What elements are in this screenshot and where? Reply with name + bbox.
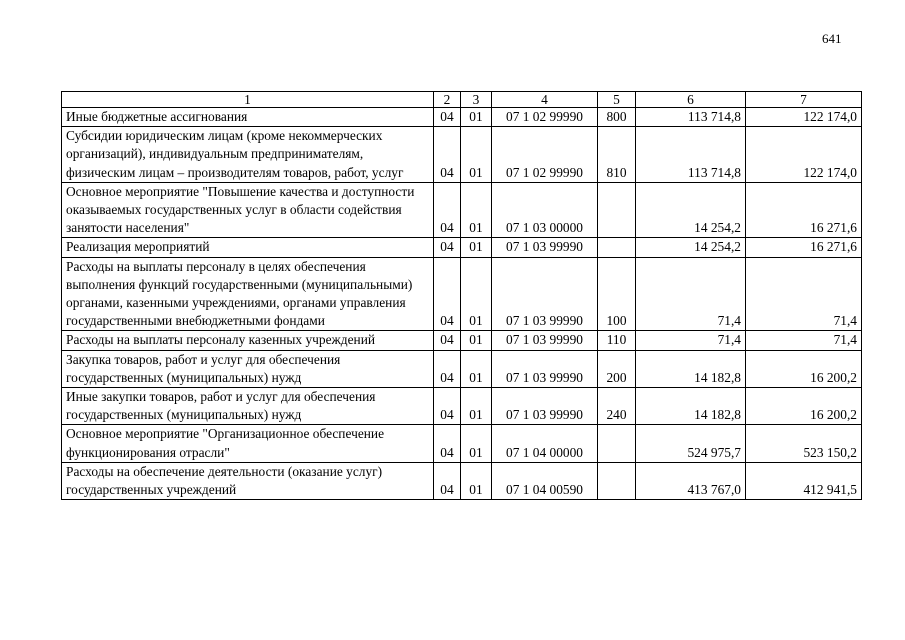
row-section: 04	[434, 388, 461, 425]
row-name: Иные бюджетные ассигнования	[62, 108, 434, 127]
row-amount-2: 523 150,2	[746, 425, 862, 462]
row-amount-1: 14 182,8	[636, 350, 746, 387]
table-row	[62, 108, 862, 127]
row-subsection: 01	[461, 108, 492, 127]
column-header: 5	[598, 92, 636, 108]
row-section: 04	[434, 462, 461, 499]
row-amount-1: 113 714,8	[636, 108, 746, 127]
row-section: 04	[434, 127, 461, 183]
column-header: 1	[62, 92, 434, 108]
column-header: 4	[492, 92, 598, 108]
row-subsection: 01	[461, 425, 492, 462]
row-amount-2: 16 271,6	[746, 182, 862, 238]
table-row	[62, 257, 862, 331]
row-amount-1: 413 767,0	[636, 462, 746, 499]
row-name: Расходы на выплаты персоналу казенных учреждений	[62, 331, 434, 350]
row-subsection: 01	[461, 238, 492, 257]
column-header: 7	[746, 92, 862, 108]
row-target-article: 07 1 03 99990	[492, 350, 598, 387]
row-expense-type	[598, 238, 636, 257]
row-subsection: 01	[461, 257, 492, 331]
row-expense-type: 200	[598, 350, 636, 387]
row-amount-2: 122 174,0	[746, 127, 862, 183]
row-expense-type	[598, 425, 636, 462]
row-name: Основное мероприятие "Повышение качества и доступности оказываемых государственных услуг в области содействия занятости населения"	[62, 182, 434, 238]
column-header: 3	[461, 92, 492, 108]
row-expense-type	[598, 462, 636, 499]
row-name: Закупка товаров, работ и услуг для обеспечения государственных (муниципальных) нужд	[62, 350, 434, 387]
row-name: Расходы на выплаты персоналу в целях обеспечения выполнения функций государственными (муниципальными) органами, казенными учреждениями, органами управления государственными внебюджетными фондами	[62, 257, 434, 331]
row-amount-2: 16 200,2	[746, 350, 862, 387]
row-expense-type: 110	[598, 331, 636, 350]
row-target-article: 07 1 02 99990	[492, 108, 598, 127]
table-row	[62, 462, 862, 499]
row-name: Иные закупки товаров, работ и услуг для обеспечения государственных (муниципальных) нужд	[62, 388, 434, 425]
table-row	[62, 350, 862, 387]
row-target-article: 07 1 03 99990	[492, 388, 598, 425]
row-expense-type: 800	[598, 108, 636, 127]
row-amount-1: 524 975,7	[636, 425, 746, 462]
column-header: 6	[636, 92, 746, 108]
row-target-article: 07 1 03 99990	[492, 331, 598, 350]
row-target-article: 07 1 04 00590	[492, 462, 598, 499]
table-row	[62, 425, 862, 462]
page-number: 641	[822, 31, 842, 46]
row-section: 04	[434, 350, 461, 387]
row-expense-type: 810	[598, 127, 636, 183]
row-target-article: 07 1 03 99990	[492, 257, 598, 331]
row-amount-2: 122 174,0	[746, 108, 862, 127]
row-target-article: 07 1 02 99990	[492, 127, 598, 183]
row-target-article: 07 1 04 00000	[492, 425, 598, 462]
row-name: Реализация мероприятий	[62, 238, 434, 257]
row-amount-1: 71,4	[636, 257, 746, 331]
row-subsection: 01	[461, 350, 492, 387]
row-amount-1: 14 182,8	[636, 388, 746, 425]
row-section: 04	[434, 238, 461, 257]
table-row	[62, 331, 862, 350]
row-name: Расходы на обеспечение деятельности (оказание услуг) государственных учреждений	[62, 462, 434, 499]
row-amount-1: 71,4	[636, 331, 746, 350]
table-row	[62, 127, 862, 183]
row-amount-2: 16 200,2	[746, 388, 862, 425]
row-amount-2: 71,4	[746, 257, 862, 331]
row-target-article: 07 1 03 00000	[492, 182, 598, 238]
row-amount-2: 412 941,5	[746, 462, 862, 499]
row-subsection: 01	[461, 127, 492, 183]
row-section: 04	[434, 182, 461, 238]
row-subsection: 01	[461, 182, 492, 238]
table-row	[62, 238, 862, 257]
row-amount-1: 113 714,8	[636, 127, 746, 183]
row-subsection: 01	[461, 331, 492, 350]
row-subsection: 01	[461, 462, 492, 499]
row-amount-1: 14 254,2	[636, 182, 746, 238]
row-expense-type	[598, 182, 636, 238]
table-header-row	[62, 92, 862, 108]
row-section: 04	[434, 425, 461, 462]
row-section: 04	[434, 331, 461, 350]
row-target-article: 07 1 03 99990	[492, 238, 598, 257]
row-expense-type: 100	[598, 257, 636, 331]
row-subsection: 01	[461, 388, 492, 425]
row-section: 04	[434, 257, 461, 331]
table-row	[62, 182, 862, 238]
row-section: 04	[434, 108, 461, 127]
row-amount-2: 71,4	[746, 331, 862, 350]
row-amount-1: 14 254,2	[636, 238, 746, 257]
row-name: Основное мероприятие "Организационное обеспечение функционирования отрасли"	[62, 425, 434, 462]
budget-table	[61, 91, 862, 500]
table-row	[62, 388, 862, 425]
row-amount-2: 16 271,6	[746, 238, 862, 257]
row-expense-type: 240	[598, 388, 636, 425]
column-header: 2	[434, 92, 461, 108]
row-name: Субсидии юридическим лицам (кроме некоммерческих организаций), индивидуальным предпринимателям, физическим лицам – производителям товаров, работ, услуг	[62, 127, 434, 183]
